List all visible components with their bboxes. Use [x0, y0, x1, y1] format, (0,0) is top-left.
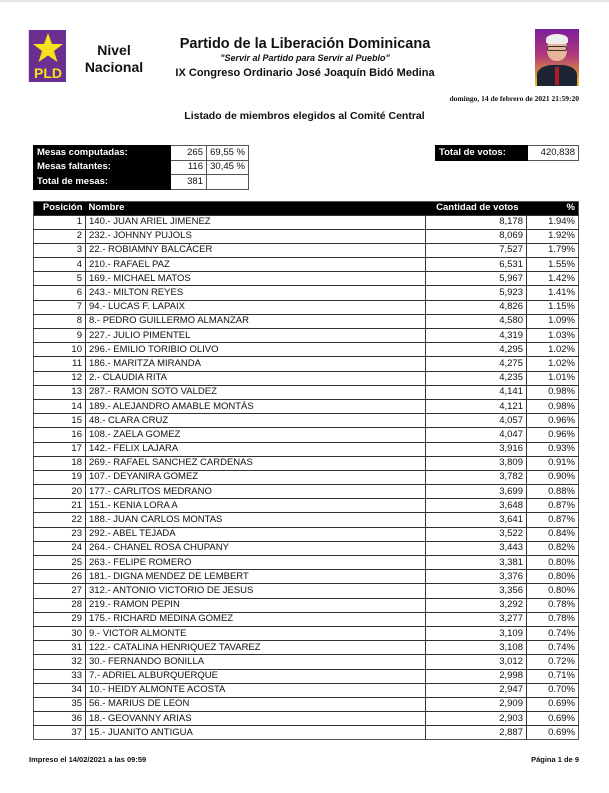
table-row	[34, 513, 579, 527]
percent-cell: 0.91%	[527, 456, 579, 470]
votes-cell: 3,809	[426, 456, 527, 470]
name-cell: 10.- HEIDY ALMONTE ACOSTA	[86, 683, 426, 697]
votes-cell: 4,057	[426, 414, 527, 428]
table-row	[34, 300, 579, 314]
col-percent: %	[527, 202, 579, 216]
percent-cell: 0.93%	[527, 442, 579, 456]
position-cell: 32	[34, 655, 86, 669]
name-cell: 107.- DEYANIRA GOMEZ	[86, 470, 426, 484]
col-votes: Cantidad de votos	[426, 202, 527, 216]
table-row	[34, 272, 579, 286]
table-row	[34, 541, 579, 555]
name-cell: 264.- CHANEL ROSA CHUPANY	[86, 541, 426, 555]
table-row	[34, 442, 579, 456]
name-cell: 186.- MARITZA MIRANDA	[86, 357, 426, 371]
votes-cell: 3,699	[426, 485, 527, 499]
summary-pct: 69,55 %	[207, 146, 249, 161]
position-cell: 19	[34, 470, 86, 484]
percent-cell: 0.88%	[527, 485, 579, 499]
percent-cell: 1.92%	[527, 229, 579, 243]
votes-cell: 2,998	[426, 669, 527, 683]
name-cell: 108.- ZAELA GOMEZ	[86, 428, 426, 442]
summary-value: 381	[171, 175, 207, 190]
page-number: Página 1 de 9	[531, 755, 579, 764]
position-cell: 28	[34, 598, 86, 612]
percent-cell: 0.96%	[527, 428, 579, 442]
percent-cell: 0.71%	[527, 669, 579, 683]
percent-cell: 1.03%	[527, 329, 579, 343]
percent-cell: 0.90%	[527, 470, 579, 484]
portrait-photo	[535, 29, 579, 86]
position-cell: 23	[34, 527, 86, 541]
percent-cell: 0.98%	[527, 399, 579, 413]
votes-cell: 2,903	[426, 712, 527, 726]
votes-cell: 3,641	[426, 513, 527, 527]
pld-logo	[28, 30, 66, 82]
table-row	[34, 329, 579, 343]
party-motto: "Servir al Partido para Servir al Pueblo"	[220, 53, 390, 63]
document-header	[150, 36, 460, 81]
votes-cell: 3,012	[426, 655, 527, 669]
name-cell: 210.- RAFAEL PAZ	[86, 258, 426, 272]
total-votes-value: 420,838	[528, 146, 579, 161]
name-cell: 263.- FELIPE ROMERO	[86, 556, 426, 570]
percent-cell: 0.74%	[527, 641, 579, 655]
total-votes-box	[435, 145, 579, 161]
name-cell: 122.- CATALINA HENRIQUEZ TAVAREZ	[86, 641, 426, 655]
position-cell: 12	[34, 371, 86, 385]
percent-cell: 0.74%	[527, 626, 579, 640]
star-icon	[32, 32, 64, 64]
table-row	[34, 215, 579, 229]
position-cell: 24	[34, 541, 86, 555]
table-row	[34, 626, 579, 640]
table-row	[34, 641, 579, 655]
position-cell: 2	[34, 229, 86, 243]
percent-cell: 0.78%	[527, 612, 579, 626]
level-line-1: Nivel	[97, 42, 131, 58]
printed-timestamp: Impreso el 14/02/2021 a las 09:59	[29, 755, 147, 764]
name-cell: 142.- FELIX LAJARA	[86, 442, 426, 456]
name-cell: 140.- JUAN ARIEL JIMENEZ	[86, 215, 426, 229]
name-cell: 181.- DIGNA MENDEZ DE LEMBERT	[86, 570, 426, 584]
table-row	[34, 229, 579, 243]
top-border	[0, 0, 609, 2]
position-cell: 29	[34, 612, 86, 626]
table-row	[34, 258, 579, 272]
percent-cell: 0.69%	[527, 726, 579, 740]
votes-cell: 3,292	[426, 598, 527, 612]
votes-cell: 2,887	[426, 726, 527, 740]
name-cell: 8.- PEDRO GUILLERMO ALMANZAR	[86, 314, 426, 328]
votes-cell: 3,443	[426, 541, 527, 555]
table-row	[34, 470, 579, 484]
name-cell: 94.- LUCAS F. LAPAIX	[86, 300, 426, 314]
name-cell: 2.- CLAUDIA RITA	[86, 371, 426, 385]
summary-pct: 30,45 %	[207, 160, 249, 175]
name-cell: 30.- FERNANDO BONILLA	[86, 655, 426, 669]
percent-cell: 0.69%	[527, 712, 579, 726]
summary-table	[33, 145, 249, 190]
table-row	[34, 343, 579, 357]
position-cell: 31	[34, 641, 86, 655]
summary-label: Mesas computadas:	[34, 146, 171, 161]
position-cell: 11	[34, 357, 86, 371]
name-cell: 243.- MILTON REYES	[86, 286, 426, 300]
percent-cell: 1.01%	[527, 371, 579, 385]
position-cell: 33	[34, 669, 86, 683]
position-cell: 18	[34, 456, 86, 470]
percent-cell: 1.94%	[527, 215, 579, 229]
percent-cell: 0.78%	[527, 598, 579, 612]
percent-cell: 0.84%	[527, 527, 579, 541]
position-cell: 17	[34, 442, 86, 456]
name-cell: 151.- KENIA LORA A	[86, 499, 426, 513]
table-row	[34, 314, 579, 328]
table-row	[34, 499, 579, 513]
position-cell: 26	[34, 570, 86, 584]
position-cell: 21	[34, 499, 86, 513]
percent-cell: 1.42%	[527, 272, 579, 286]
name-cell: 269.- RAFAEL SANCHEZ CARDENAS	[86, 456, 426, 470]
votes-cell: 4,295	[426, 343, 527, 357]
votes-cell: 3,108	[426, 641, 527, 655]
col-name: Nombre	[86, 202, 426, 216]
percent-cell: 1.79%	[527, 243, 579, 257]
table-row	[34, 357, 579, 371]
percent-cell: 0.82%	[527, 541, 579, 555]
table-row	[34, 612, 579, 626]
summary-row	[34, 175, 249, 190]
level-label	[78, 42, 150, 76]
name-cell: 9.- VICTOR ALMONTE	[86, 626, 426, 640]
table-row	[34, 598, 579, 612]
votes-cell: 6,531	[426, 258, 527, 272]
votes-cell: 4,047	[426, 428, 527, 442]
position-cell: 20	[34, 485, 86, 499]
table-row	[34, 243, 579, 257]
table-row	[34, 683, 579, 697]
votes-cell: 3,381	[426, 556, 527, 570]
table-row	[34, 697, 579, 711]
percent-cell: 1.02%	[527, 357, 579, 371]
name-cell: 18.- GEOVANNY ARIAS	[86, 712, 426, 726]
position-cell: 3	[34, 243, 86, 257]
percent-cell: 0.72%	[527, 655, 579, 669]
table-row	[34, 414, 579, 428]
percent-cell: 1.41%	[527, 286, 579, 300]
percent-cell: 1.55%	[527, 258, 579, 272]
table-row	[34, 570, 579, 584]
table-row	[34, 485, 579, 499]
percent-cell: 0.69%	[527, 697, 579, 711]
votes-cell: 3,356	[426, 584, 527, 598]
summary-label: Total de mesas:	[34, 175, 171, 190]
name-cell: 219.- RAMON PEPIN	[86, 598, 426, 612]
position-cell: 35	[34, 697, 86, 711]
total-votes-row	[436, 146, 579, 161]
name-cell: 56.- MARIUS DE LEON	[86, 697, 426, 711]
name-cell: 292.- ABEL TEJADA	[86, 527, 426, 541]
votes-cell: 3,782	[426, 470, 527, 484]
percent-cell: 0.80%	[527, 556, 579, 570]
name-cell: 188.- JUAN CARLOS MONTAS	[86, 513, 426, 527]
votes-cell: 3,376	[426, 570, 527, 584]
report-datetime: domingo, 14 de febrero de 2021 21:59:20	[449, 94, 579, 103]
table-row	[34, 428, 579, 442]
votes-cell: 8,069	[426, 229, 527, 243]
percent-cell: 1.02%	[527, 343, 579, 357]
name-cell: 232.- JOHNNY PUJOLS	[86, 229, 426, 243]
position-cell: 34	[34, 683, 86, 697]
position-cell: 8	[34, 314, 86, 328]
votes-cell: 5,967	[426, 272, 527, 286]
portrait-tie	[555, 67, 559, 85]
table-row	[34, 385, 579, 399]
percent-cell: 0.87%	[527, 499, 579, 513]
name-cell: 175.- RICHARD MEDINA GOMEZ	[86, 612, 426, 626]
position-cell: 30	[34, 626, 86, 640]
position-cell: 22	[34, 513, 86, 527]
results-table	[33, 201, 579, 740]
summary-label: Mesas faltantes:	[34, 160, 171, 175]
name-cell: 15.- JUANITO ANTIGUA	[86, 726, 426, 740]
table-row	[34, 527, 579, 541]
position-cell: 7	[34, 300, 86, 314]
position-cell: 13	[34, 385, 86, 399]
votes-cell: 5,923	[426, 286, 527, 300]
percent-cell: 0.96%	[527, 414, 579, 428]
summary-row	[34, 146, 249, 161]
name-cell: 189.- ALEJANDRO AMABLE MONTÁS	[86, 399, 426, 413]
summary-value: 265	[171, 146, 207, 161]
percent-cell: 0.98%	[527, 385, 579, 399]
party-name: Partido de la Liberación Dominicana	[179, 36, 431, 52]
votes-cell: 7,527	[426, 243, 527, 257]
position-cell: 10	[34, 343, 86, 357]
name-cell: 7.- ADRIEL ALBURQUERQUE	[86, 669, 426, 683]
results-header	[34, 202, 579, 216]
votes-cell: 4,121	[426, 399, 527, 413]
position-cell: 4	[34, 258, 86, 272]
votes-cell: 2,947	[426, 683, 527, 697]
table-row	[34, 456, 579, 470]
table-row	[34, 726, 579, 740]
votes-cell: 4,826	[426, 300, 527, 314]
votes-cell: 4,275	[426, 357, 527, 371]
name-cell: 48.- CLARA CRUZ	[86, 414, 426, 428]
position-cell: 15	[34, 414, 86, 428]
name-cell: 177.- CARLITOS MEDRANO	[86, 485, 426, 499]
results-body	[34, 215, 579, 740]
portrait-hair	[546, 34, 568, 44]
position-cell: 25	[34, 556, 86, 570]
votes-cell: 8,178	[426, 215, 527, 229]
logo-text: PLD	[34, 65, 62, 81]
position-cell: 37	[34, 726, 86, 740]
col-position: Posición	[34, 202, 86, 216]
position-cell: 6	[34, 286, 86, 300]
summary-pct	[207, 175, 249, 190]
votes-cell: 4,235	[426, 371, 527, 385]
level-line-2: Nacional	[84, 59, 144, 75]
position-cell: 27	[34, 584, 86, 598]
position-cell: 16	[34, 428, 86, 442]
name-cell: 287.- RAMON SOTO VALDEZ	[86, 385, 426, 399]
votes-cell: 3,277	[426, 612, 527, 626]
position-cell: 36	[34, 712, 86, 726]
summary-value: 116	[171, 160, 207, 175]
percent-cell: 0.87%	[527, 513, 579, 527]
percent-cell: 0.80%	[527, 570, 579, 584]
votes-cell: 4,319	[426, 329, 527, 343]
percent-cell: 1.09%	[527, 314, 579, 328]
name-cell: 312.- ANTONIO VICTORIO DE JESUS	[86, 584, 426, 598]
position-cell: 1	[34, 215, 86, 229]
total-votes-label: Total de votos:	[436, 146, 528, 161]
list-title: Listado de miembros elegidos al Comité Central	[184, 110, 425, 122]
portrait-glasses	[547, 46, 567, 51]
table-row	[34, 286, 579, 300]
table-row	[34, 669, 579, 683]
position-cell: 14	[34, 399, 86, 413]
votes-cell: 3,648	[426, 499, 527, 513]
table-row	[34, 712, 579, 726]
percent-cell: 0.70%	[527, 683, 579, 697]
votes-cell: 3,916	[426, 442, 527, 456]
position-cell: 5	[34, 272, 86, 286]
name-cell: 22.- ROBIAMNY BALCÁCER	[86, 243, 426, 257]
table-row	[34, 584, 579, 598]
table-row	[34, 371, 579, 385]
votes-cell: 2,909	[426, 697, 527, 711]
summary-row	[34, 160, 249, 175]
table-row	[34, 399, 579, 413]
position-cell: 9	[34, 329, 86, 343]
votes-cell: 3,522	[426, 527, 527, 541]
congress-title: IX Congreso Ordinario José Joaquín Bidó Medina	[175, 67, 435, 79]
name-cell: 169.- MICHAEL MATOS	[86, 272, 426, 286]
name-cell: 296.- EMILIO TORIBIO OLIVO	[86, 343, 426, 357]
percent-cell: 1.15%	[527, 300, 579, 314]
votes-cell: 4,141	[426, 385, 527, 399]
votes-cell: 4,580	[426, 314, 527, 328]
table-row	[34, 556, 579, 570]
name-cell: 227.- JULIO PIMENTEL	[86, 329, 426, 343]
percent-cell: 0.80%	[527, 584, 579, 598]
votes-cell: 3,109	[426, 626, 527, 640]
table-row	[34, 655, 579, 669]
